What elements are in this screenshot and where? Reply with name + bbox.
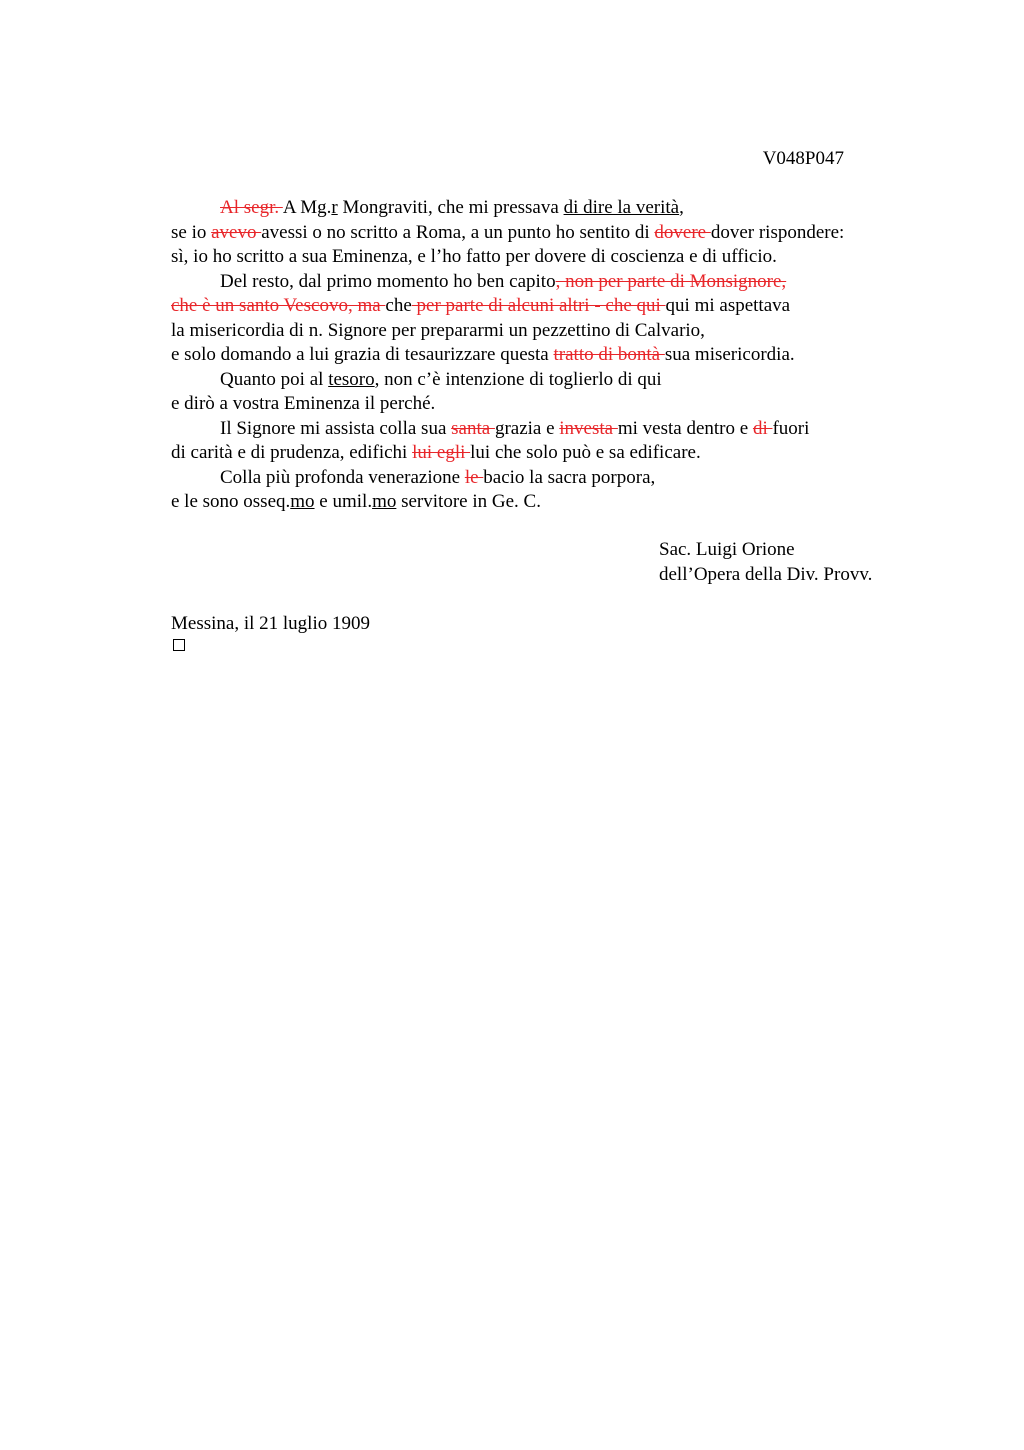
deleted-text: investa (559, 417, 618, 439)
deleted-text: dovere (654, 221, 711, 243)
deleted-text: santa (451, 417, 495, 439)
letter-body (171, 196, 931, 515)
deleted-text: avevo (211, 221, 262, 243)
deleted-text: , non per parte di Monsignore, (555, 270, 787, 292)
body-line-6 (171, 319, 931, 344)
text-run: , non c’è intenzione di toglierlo di qui (374, 368, 662, 390)
signature-block (659, 538, 872, 587)
deleted-text: lui egli (412, 442, 471, 463)
body-line-2 (171, 221, 931, 246)
text-run: servitore in Ge. C. (396, 491, 541, 512)
text-run: bacio la sacra porpora, (483, 466, 656, 488)
text-run: avessi o no scritto a Roma, a un punto ho sentito di (261, 221, 655, 243)
document-reference: V048P047 (762, 148, 844, 169)
body-line-8 (171, 368, 931, 393)
body-line-9 (171, 392, 931, 417)
body-line-10 (171, 417, 931, 442)
body-line-13 (171, 490, 931, 515)
text-run: sì, io ho scritto a sua Eminenza, e l’ho fatto per dovere di coscienza e di ufficio. (171, 246, 777, 267)
letter-date: Messina, il 21 luglio 1909 (171, 613, 370, 634)
text-run: che (385, 295, 412, 316)
text-run: se io (171, 221, 212, 243)
deleted-text: le (464, 466, 484, 488)
empty-box-glyph (173, 639, 185, 651)
body-line-3 (171, 245, 931, 270)
text-run: Colla più profonda venerazione (220, 466, 465, 488)
signature-name: Sac. Luigi Orione (659, 539, 795, 560)
text-run: Del resto, dal primo momento ho ben capito (220, 270, 556, 292)
body-line-5 (171, 294, 931, 319)
text-run: e umil. (314, 491, 373, 512)
underlined-text: mo (290, 491, 315, 512)
signature-organization: dell’Opera della Div. Provv. (659, 563, 873, 585)
text-run: fuori (772, 417, 810, 439)
text-run: dover rispondere: (710, 221, 845, 243)
deleted-text: tratto di bontà (553, 344, 665, 365)
text-run: e le sono osseq. (171, 491, 291, 512)
text-run: Mongraviti, che mi pressava (337, 197, 564, 218)
body-line-4 (171, 270, 931, 295)
text-run: grazia e (494, 417, 560, 439)
body-line-1 (171, 196, 931, 221)
deleted-text: per parte di alcuni altri - che qui (411, 295, 666, 316)
deleted-text: di (752, 417, 773, 439)
text-run: Quanto poi al (220, 368, 329, 390)
body-line-11 (171, 441, 931, 466)
underlined-text: tesoro (328, 368, 375, 390)
deleted-text: Al segr. (220, 197, 283, 218)
underlined-text: di dire la verità (563, 197, 680, 218)
body-line-12 (171, 466, 931, 491)
body-line-7 (171, 343, 931, 368)
text-run: la misericordia di n. Signore per prepararmi un pezzettino di Calvario, (171, 319, 705, 341)
text-run: mi vesta dentro e (617, 417, 753, 439)
text-run: qui mi aspettava (665, 295, 791, 316)
text-run: di carità e di prudenza, edifichi (171, 442, 413, 463)
text-run: sua misericordia. (664, 344, 795, 365)
text-run: , (679, 197, 684, 218)
underlined-text: r (331, 197, 338, 218)
deleted-text: che è un santo Vescovo, ma (171, 295, 386, 316)
text-run: e dirò a vostra Eminenza il perché. (171, 393, 436, 414)
text-run: lui che solo può e sa edificare. (470, 442, 701, 463)
underlined-text: mo (372, 491, 397, 512)
text-run: e solo domando a lui grazia di tesaurizzare questa (171, 344, 554, 365)
text-run: Il Signore mi assista colla sua (220, 417, 452, 439)
text-run: A Mg. (282, 197, 332, 218)
